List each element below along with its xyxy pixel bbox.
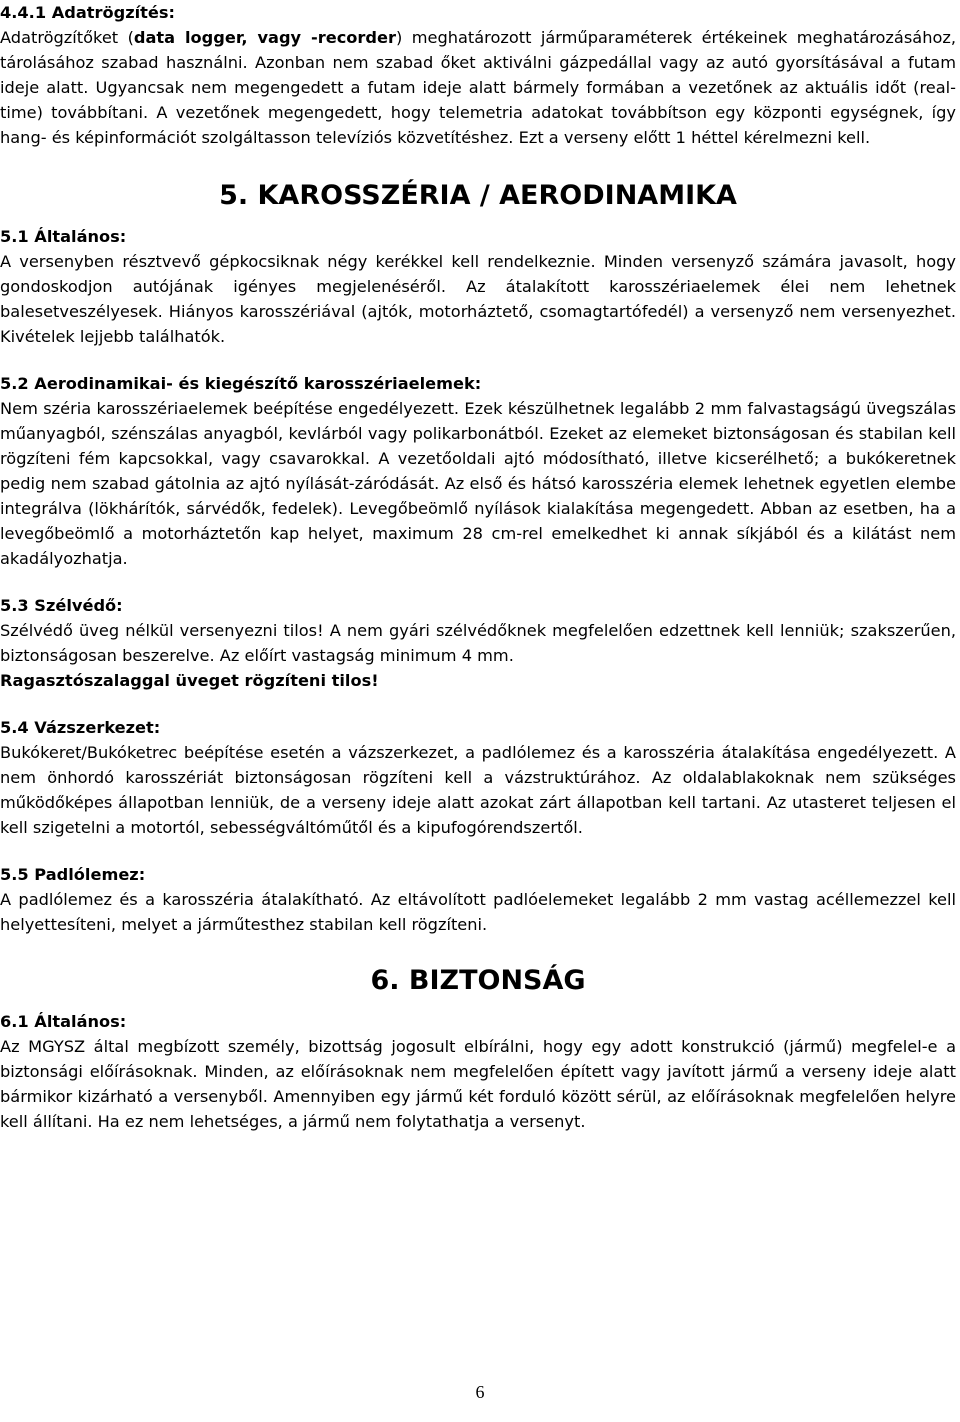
chapter-5-title: 5. KAROSSZÉRIA / AERODINAMIKA [219, 180, 737, 211]
section-5-3-heading: 5.3 Szélvédő: [0, 596, 123, 615]
spacer [0, 216, 956, 224]
section-4-4-1-text-a: Adatrögzítőket ( [0, 28, 134, 47]
section-4-4-1-text-bold: data logger, vagy -recorder [133, 28, 396, 47]
section-5-1-heading: 5.1 Általános: [0, 227, 127, 246]
spacer [0, 571, 956, 593]
section-5-2-text: Nem széria karosszériaelemek beépítése engedélyezett. Ezek készülhetnek legalább 2 mm falvastagságú üvegszálas műanyagból, szénszálas anyagból, kevlárból vagy polikarbonátból. Ezeket az elemeket biztonságosan és stabilan kell rögzíteni fém kapcsokkal, vagy csavarokkal. A vezetőoldali ajtó módosítható, illetve kicserélhető; a bukókeretnek pedig nem szabad gátolnia az ajtó nyílását-záródását. Az első és hátsó karosszéria elemek lehetnek egyetlen elembe integrálva (lökhárítók, sárvédők, fedelek). Levegőbeömlő nyílások kialakítása megengedett. Abban az esetben, ha a levegőbeömlő a motorháztetőn kap helyet, maximum 28 cm-rel emelkedhet ki annak síkjából és a kilátást nem akadályozhatja. [0, 399, 956, 568]
section-6-1-text: Az MGYSZ által megbízott személy, bizottság jogosult elbírálni, hogy egy adott konstrukció (jármű) megfelel-e a biztonsági előírásoknak. Minden, az előírásoknak nem megfelelően épített vagy javított jármű a verseny ideje alatt bármikor kizárható a versenyből. Amennyiben egy jármű két forduló között sérül, az előírásoknak megfelelően helyre kell állítani. Ha ez nem lehetséges, a jármű nem folytathatja a versenyt. [0, 1037, 956, 1131]
spacer [0, 840, 956, 862]
spacer [0, 693, 956, 715]
section-4-4-1-text [0, 25, 956, 150]
page-number: 6 [475, 1382, 485, 1402]
section-5-1-text: A versenyben résztvevő gépkocsiknak négy kerékkel kell rendelkeznie. Minden versenyző számára javasolt, hogy gondoskodjon autójának igényes megjelenéséről. Az átalakított karosszériaelemek élei nem lehetnek balesetveszélyesek. Hiányos karosszériával (ajtók, motorháztető, csomagtartófedél) a versenyző nem versenyezhet. Kivételek lejjebb találhatók. [0, 252, 956, 346]
section-4-4-1-heading: 4.4.1 Adatrögzítés: [0, 3, 175, 22]
section-5-2-heading: 5.2 Aerodinamikai- és kiegészítő karosszériaelemek: [0, 374, 482, 393]
spacer [0, 349, 956, 371]
section-5-4-text: Bukókeret/Bukóketrec beépítése esetén a vázszerkezet, a padlólemez és a karosszéria átalakítása engedélyezett. A nem önhordó karosszériát biztonságosan rögzíteni kell a vázstruktúrához. Az oldalablakoknak nem szükséges működőképes állapotban lenniük, de a verseny ideje alatt azokat zárt állapotban kell tartani. Az utasteret teljesen el kell szigetelni a motortól, sebességváltóműtől és a kipufogórendszertől. [0, 743, 956, 837]
section-4-4-1-text-c: ) meghatározott járműparaméterek értékeinek meghatározásához, tárolásához szabad használni. Azonban nem szabad őket aktiválni gázpedállal vagy az autó gyorsításával a futam ideje alatt. Ugyancsak nem megengedett a futam ideje alatt bármely formában a vezetőnek az aktuális időt (real-time) továbbítani. A vezetőnek megengedett, hogy telemetria adatokat továbbítson egy központi egységnek, így hang- és képinformációt szolgáltasson televíziós közvetítéshez. Ezt a verseny előtt 1 héttel kérelmezni kell. [0, 28, 956, 147]
spacer [0, 150, 956, 176]
spacer [0, 1001, 956, 1009]
section-5-3-warning: Ragasztószalaggal üveget rögzíteni tilos! [0, 671, 379, 690]
section-6-1-heading: 6.1 Általános: [0, 1012, 127, 1031]
section-5-5-text: A padlólemez és a karosszéria átalakítható. Az eltávolított padlóelemeket legalább 2 mm vastag acéllemezzel kell helyettesíteni, melyet a járműtesthez stabilan kell rögzíteni. [0, 890, 956, 934]
section-5-4-heading: 5.4 Vázszerkezet: [0, 718, 161, 737]
section-5-3-text: Szélvédő üveg nélkül versenyezni tilos! A nem gyári szélvédőknek megfelelően edzettnek kell lenniük; szakszerűen, biztonságosan beszerelve. Az előírt vastagság minimum 4 mm. [0, 621, 956, 665]
section-5-5-heading: 5.5 Padlólemez: [0, 865, 146, 884]
chapter-6-title: 6. BIZTONSÁG [370, 965, 586, 996]
spacer [0, 937, 956, 961]
